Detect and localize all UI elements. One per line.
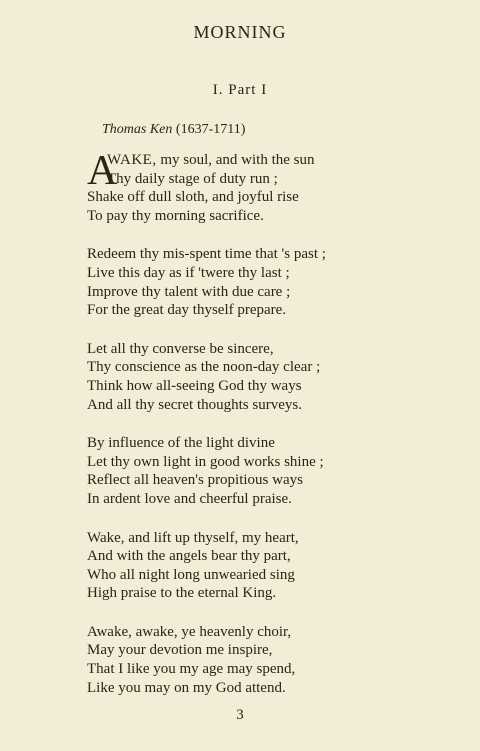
first-line-rest: my soul, and with the sun: [156, 152, 315, 168]
poem-line: High praise to the eternal King.: [87, 585, 277, 602]
poem-line: In ardent love and cheerful praise.: [87, 490, 292, 507]
drop-cap: A: [87, 148, 118, 194]
poem-line: For the great day thyself prepare.: [87, 302, 287, 319]
stanza-1: [87, 148, 377, 225]
poem-line: Thy conscience as the noon-day clear ;: [87, 359, 321, 376]
stanza-6: [87, 623, 377, 697]
stanza-5: [87, 529, 377, 603]
poem-line: Shake off dull sloth, and joyful rise: [87, 189, 299, 206]
poem-line: To pay thy morning sacrifice.: [87, 207, 264, 224]
stanza-4: [87, 434, 377, 508]
poem-line: May your devotion me inspire,: [87, 642, 273, 659]
page-number: 3: [236, 707, 244, 723]
attribution: [102, 122, 245, 138]
poem-line: Who all night long unwearied sing: [87, 566, 295, 583]
poem-line: Think how all-seeing God thy ways: [87, 377, 302, 394]
poem-line: And all thy secret thoughts surveys.: [87, 396, 302, 413]
poem-line: By influence of the light divine: [87, 435, 275, 452]
poem-line: Awake, awake, ye heavenly choir,: [87, 623, 292, 640]
poem-line: That I like you my age may spend,: [87, 661, 296, 678]
poem-line: Improve thy talent with due care ;: [87, 283, 291, 300]
poem-line: Redeem thy mis-spent time that 's past ;: [87, 246, 326, 263]
section-heading: I. Part I: [212, 82, 268, 98]
poem-line: Thy daily stage of duty run ;: [107, 170, 278, 187]
first-word: WAKE,: [107, 152, 157, 168]
poem: [87, 148, 377, 717]
poem-line: Let thy own light in good works shine ;: [87, 453, 324, 470]
author-name: Thomas Ken: [102, 122, 173, 137]
poem-line: Wake, and lift up thyself, my heart,: [87, 529, 299, 546]
stanza-3: [87, 340, 377, 414]
poem-line: Live this day as if 'twere thy last ;: [87, 264, 290, 281]
author-dates: (1637-1711): [175, 122, 246, 137]
stanza-2: [87, 245, 377, 319]
running-head: MORNING: [193, 22, 287, 42]
poem-line: Reflect all heaven's propitious ways: [87, 472, 303, 489]
poem-line: Like you may on my God attend.: [87, 679, 286, 696]
poem-line: And with the angels bear thy part,: [87, 548, 291, 565]
poem-line: Let all thy converse be sincere,: [87, 340, 274, 357]
